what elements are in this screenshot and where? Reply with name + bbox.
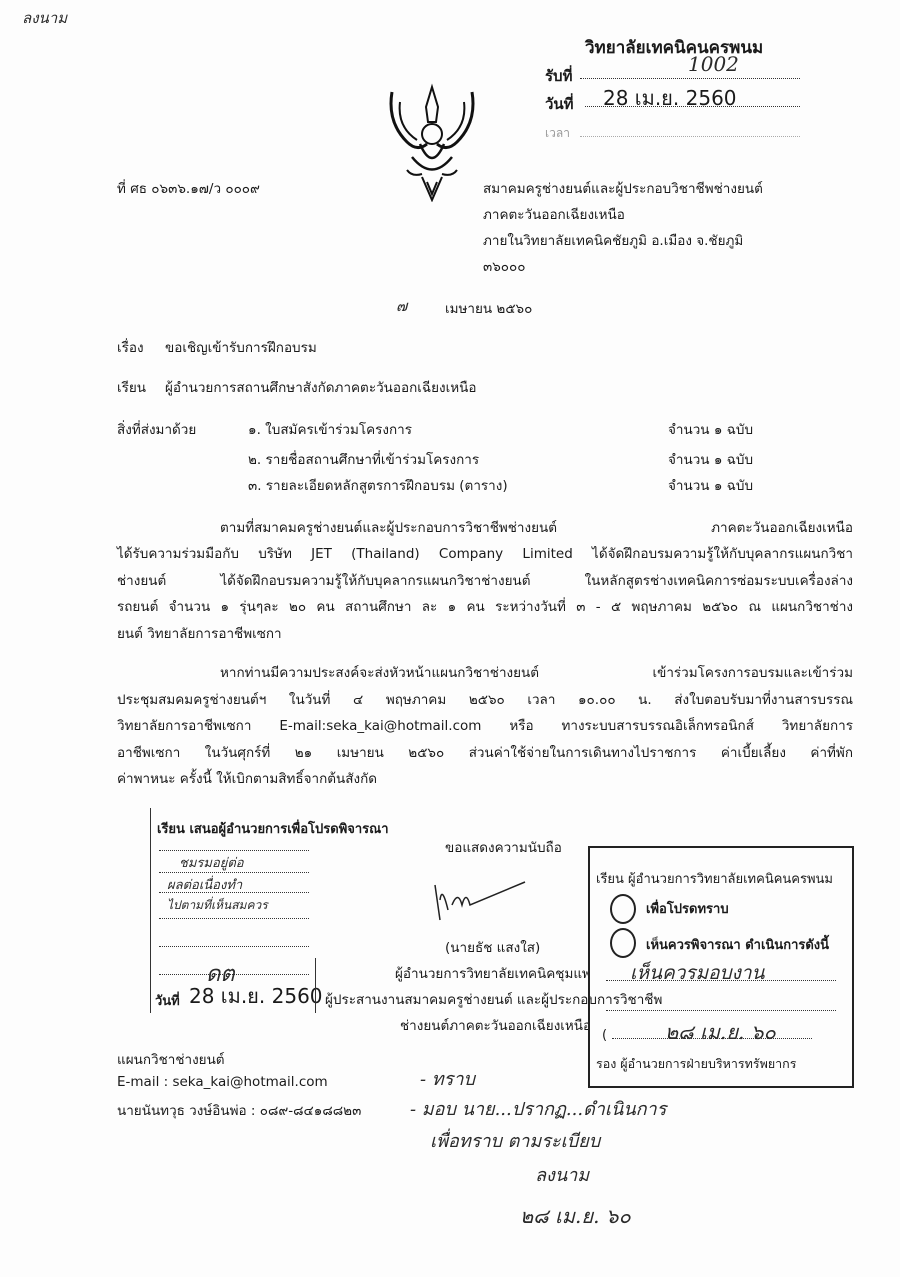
routing-handwriting: ชมรมอยู่ต่อ [179, 856, 244, 871]
enclosure-qty: จำนวน ๑ ฉบับ [668, 452, 754, 468]
dotted-line [606, 976, 836, 981]
handwritten-note: - ทราบ [420, 1069, 475, 1090]
reference-number: ที่ ศธ ๐๖๓๖.๑๗/ว ๐๐๐๙ [117, 181, 260, 197]
action-box-footer: รอง ผู้อำนวยการฝ่ายบริหารทรัพยากร [596, 1056, 797, 1071]
address-postcode: ๓๖๐๐๐ [483, 259, 526, 275]
dotted-line [159, 918, 309, 919]
received-no: 1002 [688, 52, 739, 76]
divider [315, 958, 316, 1013]
enclosure-item: ๒. รายชื่อสถานศึกษาที่เข้าร่วมโครงการ [248, 452, 480, 468]
receiving-college: วิทยาลัยเทคนิคนครพนม [585, 38, 764, 58]
garuda-emblem-icon [382, 82, 482, 202]
circle-mark-icon [610, 894, 636, 924]
body-paragraph-1-line: รถยนต์ จำนวน ๑ รุ่นๆละ ๒๐ คน สถานศึกษา ละ ๑ คน ระหว่างวันที่ ๓ - ๕ พฤษภาคม ๒๕๖๐ ณ แผนกวิชาช่าง [117, 599, 853, 615]
signatory-name: (นายธัช แสงใส) [445, 940, 541, 956]
body-paragraph-1-line: ยนต์ วิทยาลัยการอาชีพเซกา [117, 626, 282, 642]
time-label: เวลา [545, 126, 570, 140]
contact-department: แผนกวิชาช่างยนต์ [117, 1052, 225, 1068]
dotted-line [159, 892, 309, 893]
time-line [580, 122, 800, 137]
open-paren: ( [602, 1028, 608, 1043]
routing-date-label: วันที่ [155, 994, 180, 1009]
subject-text: ขอเชิญเข้ารับการฝึกอบรม [165, 340, 317, 356]
circle-mark-icon [610, 928, 636, 958]
action-date-handwriting: ๒๘ เม.ย. ๖๐ [665, 1020, 776, 1044]
signature-mark-icon [430, 880, 530, 925]
body-paragraph-1-line: ได้รับความร่วมมือกับ บริษัท JET (Thailand) Company Limited ได้จัดฝึกอบรมความรู้ให้กับบุคลากรแผนกวิชา [117, 546, 853, 562]
handwritten-note: เพื่อทราบ ตามระเบียบ [430, 1131, 601, 1152]
address-line-2: ภาคตะวันออกเฉียงเหนือ [483, 207, 625, 223]
date-label: วันที่ [545, 95, 574, 113]
body-paragraph-2-line: หากท่านมีความประสงค์จะส่งหัวหน้าแผนกวิชาช่างยนต์ เข้าร่วมโครงการอบรมและเข้าร่วม [220, 665, 853, 681]
routing-note-title: เรียน เสนอผู้อำนวยการเพื่อโปรดพิจารณา [157, 822, 389, 837]
handwritten-date: ๒๘ เม.ย. ๖๐ [520, 1204, 631, 1228]
to-label: เรียน [117, 380, 147, 396]
routing-handwriting: ไปตามที่เห็นสมควร [167, 898, 268, 912]
subject-label: เรื่อง [117, 340, 144, 356]
letter-date: เมษายน ๒๕๖๐ [445, 301, 533, 317]
body-paragraph-2-line: วิทยาลัยการอาชีพเซกา E-mail:seka_kai@hotmail.com หรือ ทางระบบสารบรรณอิเล็กทรอนิกส์ วิทยาลัยการ [117, 718, 853, 734]
action-box-title: เรียน ผู้อำนวยการวิทยาลัยเทคนิคนครพนม [596, 872, 833, 887]
address-line-1: สมาคมครูช่างยนต์และผู้ประกอบวิชาชีพช่างยนต์ [483, 181, 763, 197]
body-paragraph-2-line: ประชุมสมคมครูช่างยนต์ฯ ในวันที่ ๔ พฤษภาคม ๒๕๖๐ เวลา ๑๐.๐๐ น. ส่งใบตอบรับมาที่งานสารบรรณ [117, 692, 853, 708]
action-handwriting: เห็นควรมอบงาน [630, 962, 765, 984]
signatory-title: ช่างยนต์ภาคตะวันออกเฉียงเหนือ [400, 1018, 592, 1034]
enclosure-qty: จำนวน ๑ ฉบับ [668, 478, 754, 494]
enclosure-qty: จำนวน ๑ ฉบับ [668, 422, 754, 438]
dotted-line [159, 872, 309, 873]
enclosures-label: สิ่งที่ส่งมาด้วย [117, 422, 197, 438]
dotted-line [606, 1006, 836, 1011]
handwritten-note: - มอบ นาย...ปรากฏ...ดำเนินการ [410, 1099, 667, 1120]
stamp-date: 28 เม.ย. 2560 [603, 86, 737, 110]
received-no-label: รับที่ [545, 67, 573, 85]
internal-routing-note [150, 808, 389, 1013]
contact-email: E-mail : seka_kai@hotmail.com [117, 1074, 328, 1090]
signatory-title: ผู้ประสานงานสมาคมครูช่างยนต์ และผู้ประกอบการวิชาชีพ [325, 992, 663, 1008]
enclosure-item: ๓. รายละเอียดหลักสูตรการฝึกอบรม (ตาราง) [248, 478, 508, 494]
body-paragraph-1-line: ตามที่สมาคมครูช่างยนต์และผู้ประกอบการวิชาชีพช่างยนต์ ภาคตะวันออกเฉียงเหนือ [220, 520, 853, 536]
address-line-3: ภายในวิทยาลัยเทคนิคชัยภูมิ อ.เมือง จ.ชัยภูมิ [483, 233, 744, 249]
letter-date-day: ๗ [396, 297, 408, 315]
routing-date: 28 เม.ย. 2560 [189, 984, 323, 1008]
closing: ขอแสดงความนับถือ [445, 840, 562, 856]
dotted-line [159, 946, 309, 947]
signatory-title: ผู้อำนวยการวิทยาลัยเทคนิคชุมแพ [395, 966, 591, 982]
corner-handwriting: ลงนาม [22, 9, 68, 27]
contact-person: นายนันทวุธ วงษ์อินพ่อ : ๐๘๙-๘๔๑๘๘๒๓ [117, 1103, 362, 1119]
routing-initials: ดต [206, 962, 235, 987]
enclosure-item: ๑. ใบสมัครเข้าร่วมโครงการ [248, 422, 413, 438]
body-paragraph-1-line: ช่างยนต์ ได้จัดฝึกอบรมความรู้ให้กับบุคลากรแผนกวิชาช่างยนต์ ในหลักสูตรช่างเทคนิคการซ่อมระบบเครื่องล่าง [117, 573, 853, 589]
body-paragraph-2-line: อาชีพเซกา ในวันศุกร์ที่ ๒๑ เมษายน ๒๕๖๐ ส่วนค่าใช้จ่ายในการเดินทางไปราชการ ค่าเบี้ยเลี้ยง ค่าที่พัก [117, 745, 853, 761]
dotted-line [159, 850, 309, 851]
option-acknowledge: เพื่อโปรดทราบ [646, 902, 729, 917]
option-consider: เห็นควรพิจารณา ดำเนินการดังนี้ [646, 938, 830, 953]
director-action-box [588, 846, 854, 1088]
to-text: ผู้อำนวยการสถานศึกษาสังกัดภาคตะวันออกเฉียงเหนือ [165, 380, 477, 396]
body-paragraph-2-line: ค่าพาหนะ ครั้งนี้ ให้เบิกตามสิทธิ์จากต้นสังกัด [117, 771, 378, 787]
handwritten-signature: ลงนาม [535, 1165, 590, 1186]
routing-handwriting: ผลต่อเนื่องทำ [167, 878, 243, 893]
